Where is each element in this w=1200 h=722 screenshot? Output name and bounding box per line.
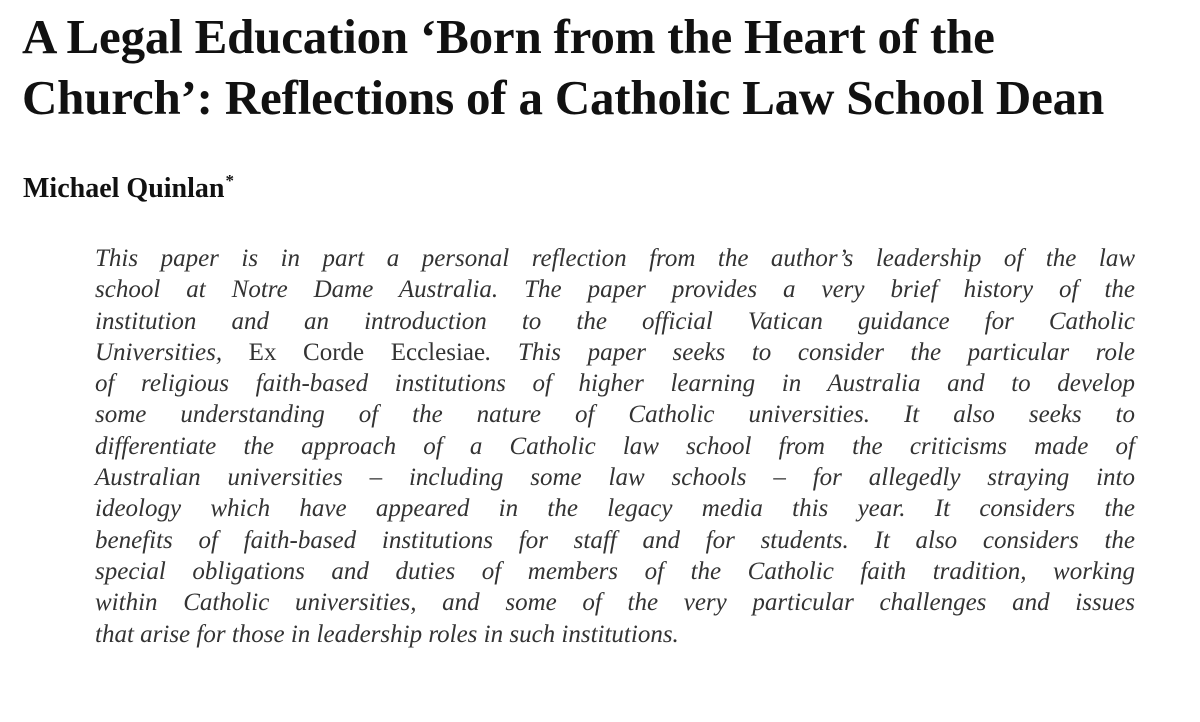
author-footnote-mark: * [225, 171, 234, 190]
abstract-line: school at Notre Dame Australia. The paper provides a very brief history of the [95, 276, 1135, 304]
title-line-2: Church’: Reflections of a Catholic Law School Dean [22, 70, 1105, 125]
abstract-text: Universities, [95, 338, 223, 366]
document-title: Ex Corde Ecclesiae [248, 338, 486, 366]
abstract-line [95, 337, 1135, 368]
title-line-1: A Legal Education ‘Born from the Heart of the [22, 9, 995, 64]
abstract [95, 243, 1135, 650]
abstract-line: special obligations and duties of members of the Catholic faith tradition, working [95, 557, 1135, 585]
abstract-line: differentiate the approach of a Catholic law school from the criticisms made of [95, 432, 1135, 460]
abstract-line: ideology which have appeared in the legacy media this year. It considers the [95, 495, 1135, 523]
abstract-line: within Catholic universities, and some of the very particular challenges and issues [95, 589, 1135, 617]
abstract-line: of religious faith-based institutions of higher learning in Australia and to develop [95, 370, 1135, 398]
abstract-line: institution and an introduction to the official Vatican guidance for Catholic [95, 307, 1135, 335]
abstract-text: . This paper seeks to consider the particular role [485, 338, 1135, 366]
abstract-line: some understanding of the nature of Catholic universities. It also seeks to [95, 401, 1135, 429]
abstract-line: that arise for those in leadership roles in such institutions. [95, 620, 679, 648]
author-text: Michael Quinlan [23, 173, 225, 204]
abstract-line: benefits of faith-based institutions for staff and for students. It also considers the [95, 526, 1135, 554]
author-name [23, 172, 234, 206]
abstract-line: This paper is in part a personal reflection from the author’s leadership of the law [95, 245, 1135, 272]
paper-title [22, 6, 1192, 128]
abstract-line: Australian universities – including some law schools – for allegedly straying into [95, 464, 1135, 492]
